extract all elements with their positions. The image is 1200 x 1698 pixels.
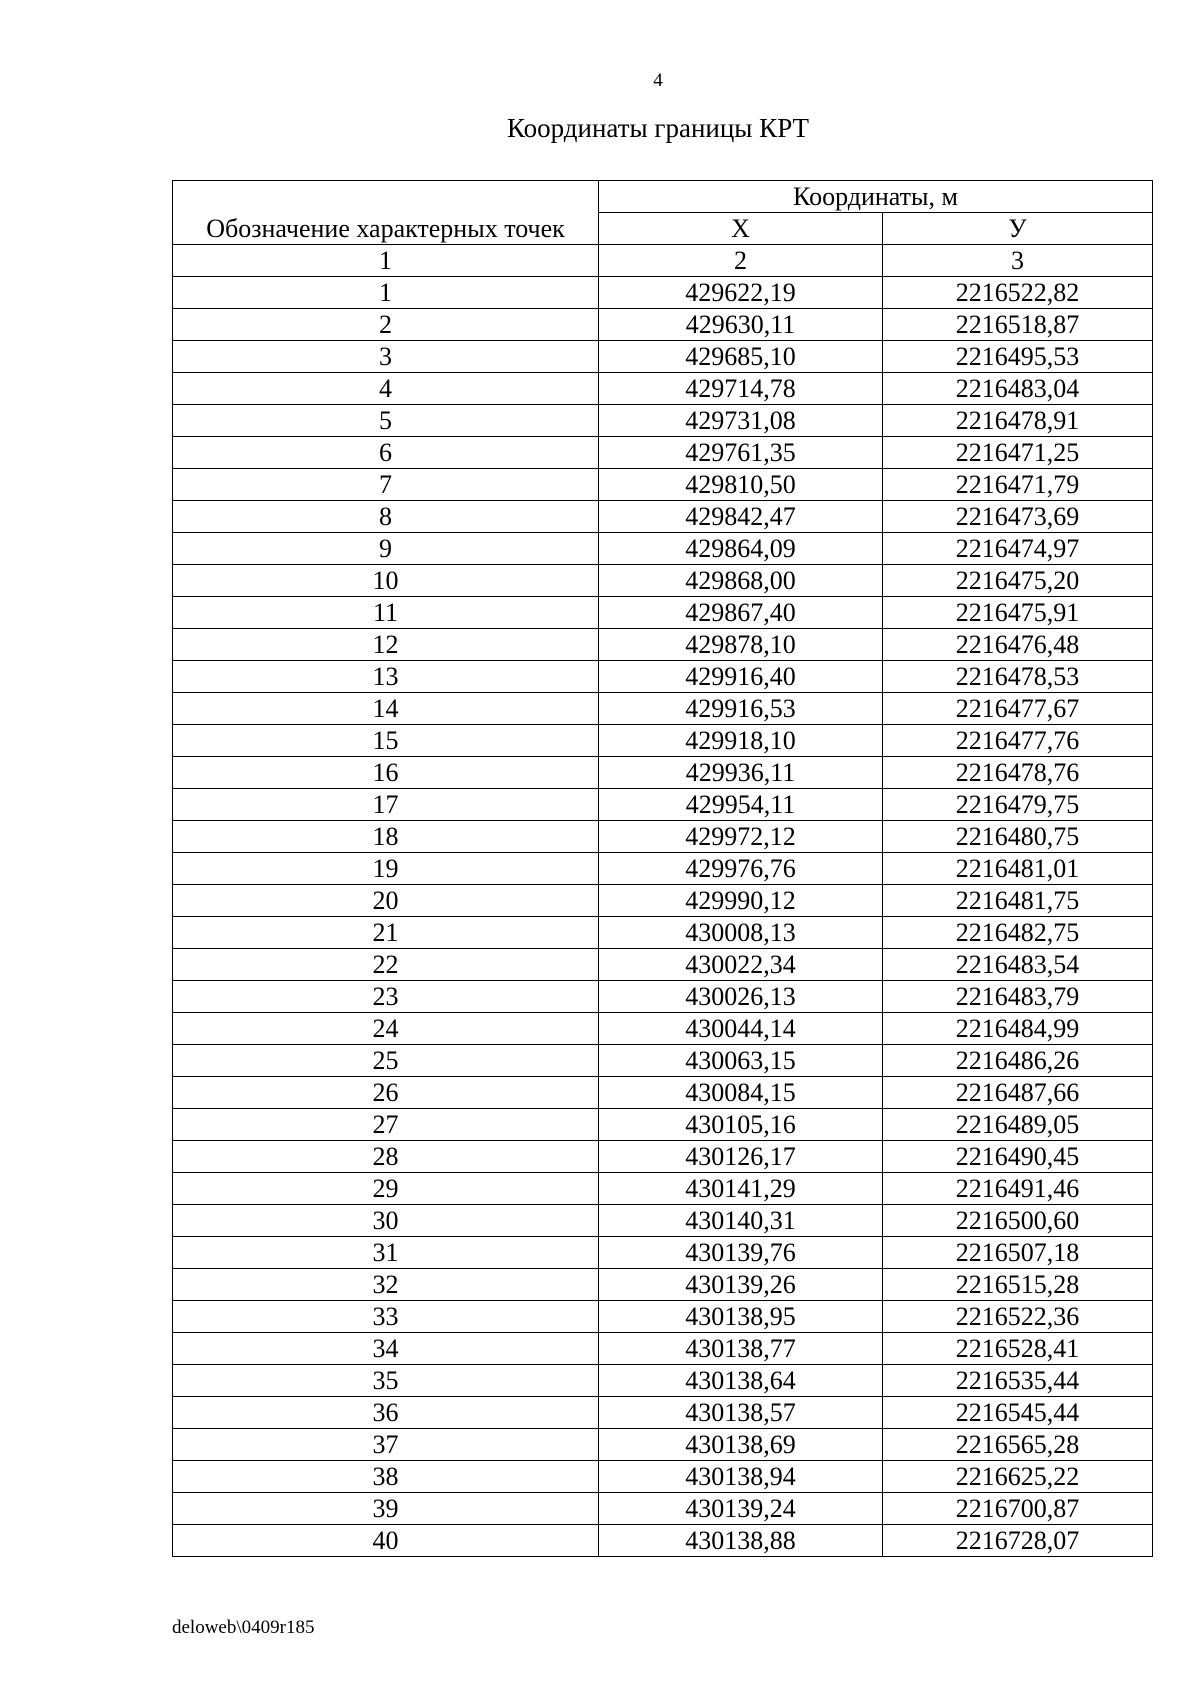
x-coordinate-cell: 429990,12: [599, 885, 883, 917]
column-number-1: 1: [173, 245, 599, 277]
point-number-cell: 23: [173, 981, 599, 1013]
x-coordinate-cell: 430138,88: [599, 1525, 883, 1557]
point-number-cell: 16: [173, 757, 599, 789]
point-number-cell: 18: [173, 821, 599, 853]
table-row: [173, 981, 1153, 1013]
y-coordinate-cell: 2216481,75: [883, 885, 1153, 917]
table-row: [173, 1333, 1153, 1365]
x-coordinate-cell: 430063,15: [599, 1045, 883, 1077]
footer-code: deloweb\0409r185: [172, 1617, 315, 1638]
table-header-row: [173, 181, 1153, 213]
point-number-cell: 29: [173, 1173, 599, 1205]
y-coordinate-cell: 2216475,91: [883, 597, 1153, 629]
x-coordinate-cell: 430139,76: [599, 1237, 883, 1269]
y-coordinate-cell: 2216477,76: [883, 725, 1153, 757]
x-coordinate-cell: 430008,13: [599, 917, 883, 949]
y-coordinate-cell: 2216474,97: [883, 533, 1153, 565]
x-coordinate-cell: 430138,77: [599, 1333, 883, 1365]
table-row: [173, 693, 1153, 725]
point-number-cell: 15: [173, 725, 599, 757]
table-row: [173, 821, 1153, 853]
point-number-cell: 3: [173, 341, 599, 373]
y-coordinate-cell: 2216478,91: [883, 405, 1153, 437]
y-coordinate-cell: 2216477,67: [883, 693, 1153, 725]
table-body: [173, 277, 1153, 1557]
x-coordinate-cell: 430105,16: [599, 1109, 883, 1141]
x-coordinate-cell: 430139,24: [599, 1493, 883, 1525]
y-coordinate-cell: 2216483,04: [883, 373, 1153, 405]
x-coordinate-cell: 430140,31: [599, 1205, 883, 1237]
y-coordinate-cell: 2216495,53: [883, 341, 1153, 373]
point-number-cell: 6: [173, 437, 599, 469]
table-row: [173, 789, 1153, 821]
y-coordinate-cell: 2216500,60: [883, 1205, 1153, 1237]
table-row: [173, 437, 1153, 469]
point-number-cell: 4: [173, 373, 599, 405]
y-coordinate-cell: 2216491,46: [883, 1173, 1153, 1205]
point-number-cell: 25: [173, 1045, 599, 1077]
y-coordinate-cell: 2216478,53: [883, 661, 1153, 693]
y-coordinate-cell: 2216522,82: [883, 277, 1153, 309]
y-coordinate-cell: 2216490,45: [883, 1141, 1153, 1173]
x-coordinate-cell: 429918,10: [599, 725, 883, 757]
y-coordinate-cell: 2216482,75: [883, 917, 1153, 949]
x-coordinate-cell: 429810,50: [599, 469, 883, 501]
column-number-2: 2: [599, 245, 883, 277]
table-row: [173, 725, 1153, 757]
x-coordinate-cell: 429954,11: [599, 789, 883, 821]
y-coordinate-cell: 2216728,07: [883, 1525, 1153, 1557]
table-row: [173, 1045, 1153, 1077]
table-row: [173, 277, 1153, 309]
header-points: Обозначение характерных точек: [173, 181, 599, 245]
point-number-cell: 7: [173, 469, 599, 501]
point-number-cell: 39: [173, 1493, 599, 1525]
x-coordinate-cell: 429864,09: [599, 533, 883, 565]
x-coordinate-cell: 429622,19: [599, 277, 883, 309]
point-number-cell: 22: [173, 949, 599, 981]
x-coordinate-cell: 429972,12: [599, 821, 883, 853]
point-number-cell: 1: [173, 277, 599, 309]
y-coordinate-cell: 2216481,01: [883, 853, 1153, 885]
table-row: [173, 597, 1153, 629]
y-coordinate-cell: 2216522,36: [883, 1301, 1153, 1333]
table-row: [173, 1429, 1153, 1461]
x-coordinate-cell: 430084,15: [599, 1077, 883, 1109]
y-coordinate-cell: 2216507,18: [883, 1237, 1153, 1269]
x-coordinate-cell: 430139,26: [599, 1269, 883, 1301]
point-number-cell: 38: [173, 1461, 599, 1493]
y-coordinate-cell: 2216625,22: [883, 1461, 1153, 1493]
y-coordinate-cell: 2216487,66: [883, 1077, 1153, 1109]
point-number-cell: 11: [173, 597, 599, 629]
y-coordinate-cell: 2216489,05: [883, 1109, 1153, 1141]
table-row: [173, 341, 1153, 373]
point-number-cell: 20: [173, 885, 599, 917]
table-row: [173, 885, 1153, 917]
x-coordinate-cell: 429731,08: [599, 405, 883, 437]
header-y: У: [883, 213, 1153, 245]
y-coordinate-cell: 2216515,28: [883, 1269, 1153, 1301]
y-coordinate-cell: 2216700,87: [883, 1493, 1153, 1525]
y-coordinate-cell: 2216480,75: [883, 821, 1153, 853]
point-number-cell: 34: [173, 1333, 599, 1365]
x-coordinate-cell: 430138,64: [599, 1365, 883, 1397]
header-x: Х: [599, 213, 883, 245]
x-coordinate-cell: 430138,94: [599, 1461, 883, 1493]
x-coordinate-cell: 429761,35: [599, 437, 883, 469]
y-coordinate-cell: 2216478,76: [883, 757, 1153, 789]
y-coordinate-cell: 2216483,54: [883, 949, 1153, 981]
point-number-cell: 30: [173, 1205, 599, 1237]
x-coordinate-cell: 429976,76: [599, 853, 883, 885]
x-coordinate-cell: 430138,69: [599, 1429, 883, 1461]
table-row: [173, 1141, 1153, 1173]
x-coordinate-cell: 430026,13: [599, 981, 883, 1013]
x-coordinate-cell: 430044,14: [599, 1013, 883, 1045]
table-row: [173, 1269, 1153, 1301]
table-row: [173, 757, 1153, 789]
column-number-3: 3: [883, 245, 1153, 277]
point-number-cell: 14: [173, 693, 599, 725]
point-number-cell: 28: [173, 1141, 599, 1173]
point-number-cell: 27: [173, 1109, 599, 1141]
point-number-cell: 26: [173, 1077, 599, 1109]
table-row: [173, 1237, 1153, 1269]
point-number-cell: 37: [173, 1429, 599, 1461]
x-coordinate-cell: 429868,00: [599, 565, 883, 597]
x-coordinate-cell: 429916,53: [599, 693, 883, 725]
y-coordinate-cell: 2216473,69: [883, 501, 1153, 533]
table-row: [173, 1493, 1153, 1525]
table-row: [173, 1109, 1153, 1141]
x-coordinate-cell: 429916,40: [599, 661, 883, 693]
x-coordinate-cell: 430141,29: [599, 1173, 883, 1205]
y-coordinate-cell: 2216528,41: [883, 1333, 1153, 1365]
y-coordinate-cell: 2216518,87: [883, 309, 1153, 341]
y-coordinate-cell: 2216471,79: [883, 469, 1153, 501]
table-row: [173, 405, 1153, 437]
point-number-cell: 10: [173, 565, 599, 597]
table-row: [173, 565, 1153, 597]
table-row: [173, 917, 1153, 949]
point-number-cell: 2: [173, 309, 599, 341]
point-number-cell: 12: [173, 629, 599, 661]
page-number: 4: [653, 70, 663, 91]
table-row: [173, 853, 1153, 885]
y-coordinate-cell: 2216486,26: [883, 1045, 1153, 1077]
y-coordinate-cell: 2216545,44: [883, 1397, 1153, 1429]
point-number-cell: 8: [173, 501, 599, 533]
point-number-cell: 13: [173, 661, 599, 693]
table-row: [173, 1365, 1153, 1397]
point-number-cell: 33: [173, 1301, 599, 1333]
point-number-cell: 24: [173, 1013, 599, 1045]
x-coordinate-cell: 430138,57: [599, 1397, 883, 1429]
x-coordinate-cell: 430138,95: [599, 1301, 883, 1333]
y-coordinate-cell: 2216479,75: [883, 789, 1153, 821]
point-number-cell: 17: [173, 789, 599, 821]
y-coordinate-cell: 2216535,44: [883, 1365, 1153, 1397]
point-number-cell: 9: [173, 533, 599, 565]
y-coordinate-cell: 2216475,20: [883, 565, 1153, 597]
point-number-cell: 32: [173, 1269, 599, 1301]
y-coordinate-cell: 2216484,99: [883, 1013, 1153, 1045]
table-row: [173, 629, 1153, 661]
x-coordinate-cell: 429630,11: [599, 309, 883, 341]
header-coordinates: Координаты, м: [599, 181, 1153, 213]
table-row: [173, 373, 1153, 405]
table-row: [173, 1461, 1153, 1493]
x-coordinate-cell: 429878,10: [599, 629, 883, 661]
x-coordinate-cell: 429936,11: [599, 757, 883, 789]
table-row: [173, 1205, 1153, 1237]
document-title: Координаты границы КРТ: [506, 113, 810, 143]
table-row: [173, 949, 1153, 981]
point-number-cell: 35: [173, 1365, 599, 1397]
table-row: [173, 1301, 1153, 1333]
table-row: [173, 1077, 1153, 1109]
y-coordinate-cell: 2216471,25: [883, 437, 1153, 469]
point-number-cell: 5: [173, 405, 599, 437]
y-coordinate-cell: 2216483,79: [883, 981, 1153, 1013]
point-number-cell: 40: [173, 1525, 599, 1557]
table-row: [173, 469, 1153, 501]
x-coordinate-cell: 429842,47: [599, 501, 883, 533]
y-coordinate-cell: 2216476,48: [883, 629, 1153, 661]
coordinates-table: [172, 180, 1153, 1557]
point-number-cell: 36: [173, 1397, 599, 1429]
table-row: [173, 533, 1153, 565]
point-number-cell: 19: [173, 853, 599, 885]
x-coordinate-cell: 429685,10: [599, 341, 883, 373]
table-row: [173, 661, 1153, 693]
point-number-cell: 31: [173, 1237, 599, 1269]
x-coordinate-cell: 429714,78: [599, 373, 883, 405]
table-row: [173, 309, 1153, 341]
x-coordinate-cell: 430126,17: [599, 1141, 883, 1173]
point-number-cell: 21: [173, 917, 599, 949]
table-row: [173, 1397, 1153, 1429]
table-row: [173, 501, 1153, 533]
x-coordinate-cell: 429867,40: [599, 597, 883, 629]
x-coordinate-cell: 430022,34: [599, 949, 883, 981]
table-row: [173, 1525, 1153, 1557]
column-numbers-row: [173, 245, 1153, 277]
table-row: [173, 1173, 1153, 1205]
y-coordinate-cell: 2216565,28: [883, 1429, 1153, 1461]
table-row: [173, 1013, 1153, 1045]
